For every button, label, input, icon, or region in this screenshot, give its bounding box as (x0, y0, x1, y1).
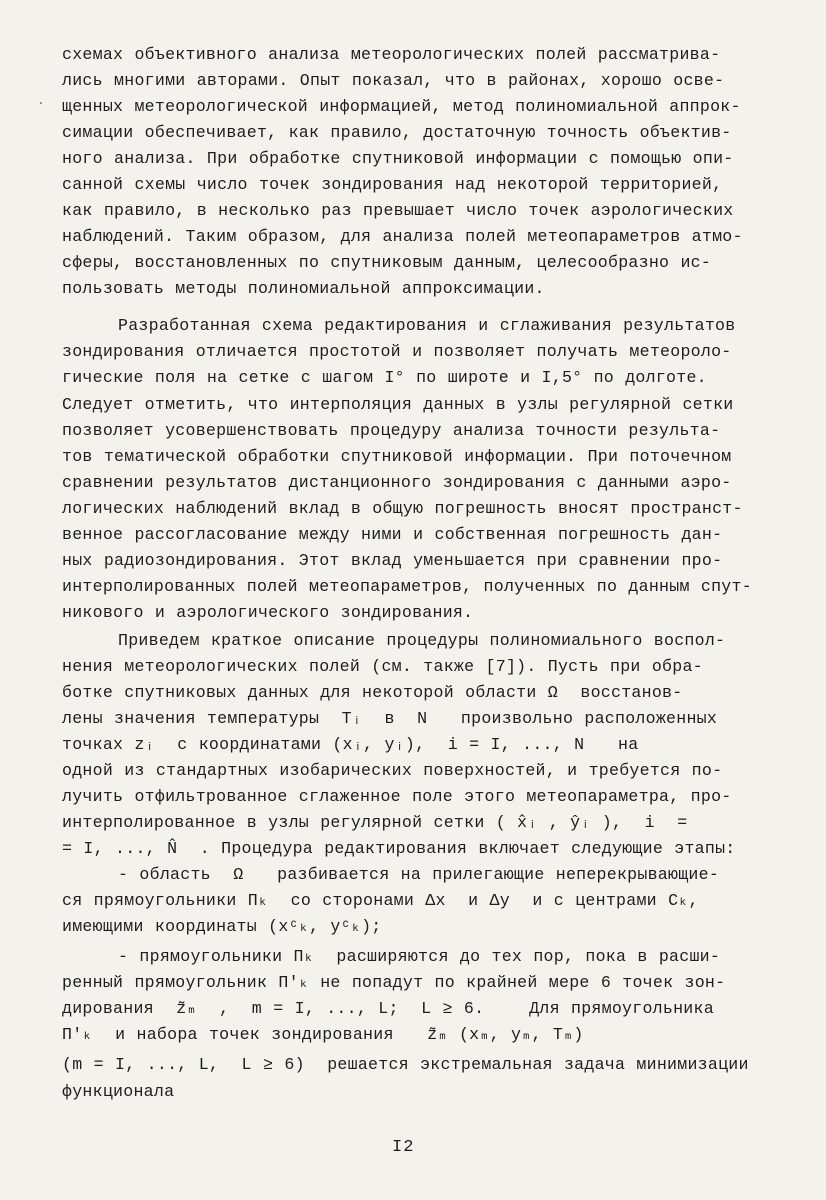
page-number: I2 (392, 1138, 415, 1157)
text-line: ся прямоугольники Пₖ со сторонами Δx и Δy и с центрами Cₖ, (62, 891, 699, 910)
text-line: Разработанная схема редактирования и сглаживания результатов (118, 316, 736, 335)
text-line: Приведем краткое описание процедуры полиномиального воспол- (118, 631, 726, 650)
text-line: = I, ..., N̂ . Процедура редактирования включает следующие этапы: (62, 839, 736, 858)
text-line: как правило, в несколько раз превышает число точек аэрологических (62, 201, 734, 220)
text-line: точках zᵢ с координатами (xᵢ, yᵢ), i = I, ..., N на (62, 735, 639, 754)
text-line: схемах объективного анализа метеорологических полей рассматрива- (62, 45, 721, 64)
text-line: позволяет усовершенствовать процедуру анализа точности результа- (62, 421, 721, 440)
scan-speck (40, 102, 42, 104)
text-line: венное рассогласование между ними и собственная погрешность дан- (62, 525, 723, 544)
text-line: одной из стандартных изобарических поверхностей, и требуется по- (62, 761, 723, 780)
text-line: наблюдений. Таким образом, для анализа полей метеопараметров атмо- (62, 227, 743, 246)
text-line: ботке спутниковых данных для некоторой области Ω восстанов- (62, 683, 683, 702)
text-line: (m = I, ..., L, L ≥ 6) решается экстремальная задача минимизации функционала (62, 1055, 760, 1101)
text-line: Следует отметить, что интерполяция данных в узлы регулярной сетки (62, 395, 734, 414)
text-line: - прямоугольники Пₖ расширяются до тех пор, пока в расши- (118, 947, 721, 966)
text-line: интерполированных полей метеопараметров, полученных по данным спут- (62, 577, 752, 596)
text-line: ных радиозондирования. Этот вклад уменьшается при сравнении про- (62, 551, 723, 570)
text-line: нения метеорологических полей (см. также [7]). Пусть при обра- (62, 657, 703, 676)
text-line: интерполированное в узлы регулярной сетки ( x̂ᵢ , ŷᵢ ), i = (62, 813, 688, 832)
text-line: симации обеспечивает, как правило, достаточную точность объектив- (62, 123, 732, 142)
text-line: щенных метеорологической информацией, метод полиномиальной аппрок- (62, 97, 741, 116)
text-line: лись многими авторами. Опыт показал, что в районах, хорошо освe- (62, 71, 725, 90)
text-line: дирования z̃ₘ , m = I, ..., L; L ≥ 6. Для прямоугольника (62, 999, 714, 1018)
text-line: логических наблюдений вклад в общую погрешность вносят пространст- (62, 499, 743, 518)
text-line: зондирования отличается простотой и позволяет получать метеороло- (62, 342, 732, 361)
text-line: пользовать методы полиномиальной аппроксимации. (62, 279, 545, 298)
text-line: санной схемы число точек зондирования над некоторой территорией, (62, 175, 723, 194)
text-line: никового и аэрологического зондирования. (62, 603, 474, 622)
text-line: сравнении результатов дистанционного зондирования с данными аэро- (62, 473, 732, 492)
text-line: тов тематической обработки спутниковой информации. При поточечном (62, 447, 732, 466)
text-line: ного анализа. При обработке спутниковой информации с помощью опи- (62, 149, 734, 168)
text-line: сферы, восстановленных по спутниковым данным, целесообразно ис- (62, 253, 712, 272)
text-line: П'ₖ и набора точек зондирования z̃ₘ (xₘ, yₘ, Tₘ) (62, 1025, 584, 1044)
text-line: лены значения температуры Tᵢ в N произвольно расположенных (62, 709, 718, 728)
text-line: ренный прямоугольник П'ₖ не попадут по крайней мере 6 точек зон- (62, 973, 726, 992)
text-line: гические поля на сетке с шагом I° по широте и I,5° по долготе. (62, 368, 707, 387)
text-line: - область Ω разбивается на прилегающие неперекрывающие- (118, 865, 720, 884)
text-line: имеющими координаты (xᶜₖ, yᶜₖ); (62, 917, 382, 936)
text-line: лучить отфильтрованное сглаженное поле этого метеопараметра, про- (62, 787, 732, 806)
